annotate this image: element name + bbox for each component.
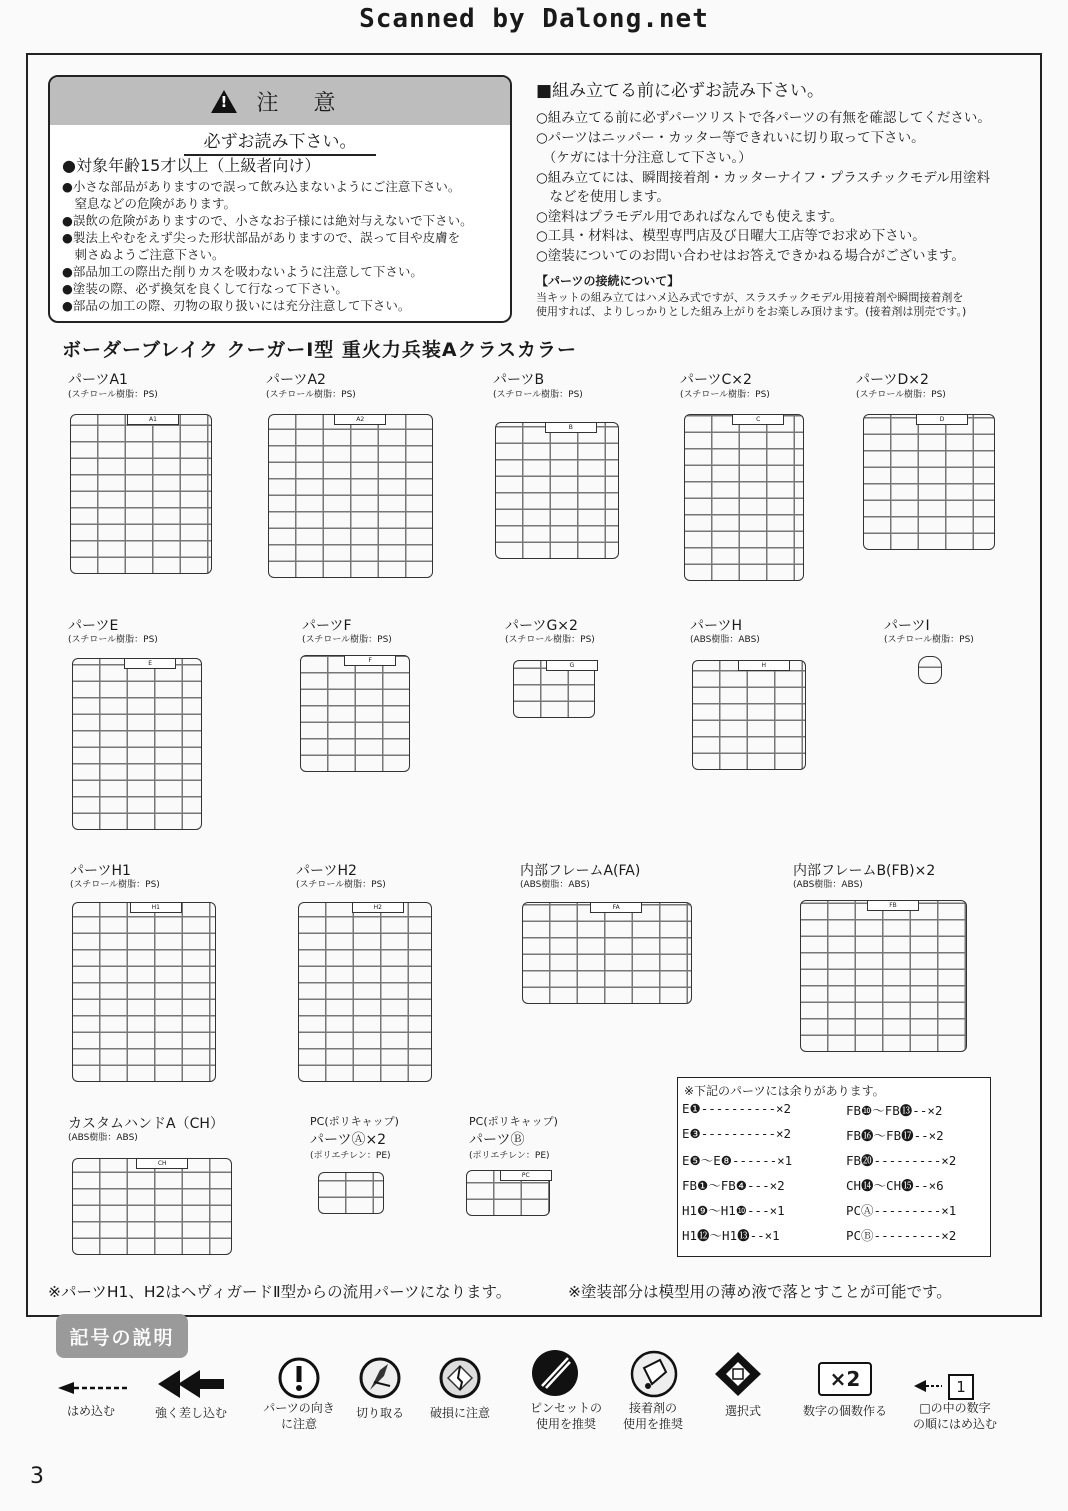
legend-label: ピンセットの 使用を推奨: [529, 1401, 602, 1431]
spare-item: FB❶～FB❹---×2: [682, 1178, 785, 1193]
connection-line: 当キットの組み立てはハメ込み式ですが、スラスチックモデル用接着剤や瞬間接着剤を: [536, 291, 964, 304]
part-label: カスタムハンドA（CH）: [68, 1116, 224, 1132]
part-label: パーツⒷ: [469, 1132, 525, 1148]
part-material: (スチロール樹脂：PS): [884, 635, 974, 645]
sprue-pc-b: [466, 1170, 550, 1216]
sprue-fa: [522, 902, 692, 1004]
part-label: パーツH2: [296, 863, 357, 879]
note-paint: ※塗装部分は模型用の薄め液で落とすことが可能です。: [568, 1283, 952, 1301]
double-arrow-icon: [156, 1364, 226, 1404]
spare-item: E❸----------×2: [682, 1126, 792, 1141]
spare-item: H1❾～H1❿---×1: [682, 1203, 785, 1218]
kit-title: ボーダーブレイク クーガーⅠ型 重火力兵装Aクラスカラー: [62, 339, 578, 361]
before-assembly-item: ○組み立てる前に必ずパーツリストで各パーツの有無を確認してください。: [536, 110, 991, 126]
part-material: (スチロール樹脂：PS): [505, 635, 595, 645]
sprue-tag: H: [738, 660, 790, 671]
tweezers-icon: [530, 1348, 580, 1398]
sprue-tag: D: [916, 414, 968, 425]
spares-box: [677, 1077, 991, 1257]
caution-item: 刺さぬようご注意下さい。: [62, 247, 225, 262]
caution-item: ●誤飲の危険がありますので、小さなお子様には絶対与えないで下さい。: [62, 213, 473, 228]
part-material: (ポリエチレン：PE): [469, 1151, 550, 1161]
caution-item: ●対象年齢15才以上（上級者向け）: [62, 156, 321, 175]
sprue-tag: CH: [136, 1158, 188, 1169]
legend-title: 記号の説明: [56, 1314, 188, 1358]
sprue-tag: A1: [127, 414, 179, 425]
before-assembly-item: ○工具・材料は、模型専門店及び日曜大工店等でお求め下さい。: [536, 228, 926, 244]
part-material: (スチロール樹脂：PS): [493, 390, 583, 400]
legend-label: 破損に注意: [429, 1406, 490, 1420]
part-label: パーツA1: [68, 372, 128, 388]
warning-icon: [211, 90, 237, 113]
part-label-pre: PC(ポリキャップ): [469, 1115, 558, 1128]
part-label: パーツF: [302, 618, 352, 634]
part-material: (ABS樹脂：ABS): [690, 635, 760, 645]
sprue-tag: B: [545, 422, 597, 433]
spare-item: FB⓰～FB⓱--×2: [846, 1128, 944, 1143]
part-material: (スチロール樹脂：PS): [70, 880, 160, 890]
legend-label: 接着剤の 使用を推奨: [622, 1401, 683, 1431]
part-label: 内部フレームA(FA): [520, 863, 641, 879]
part-label: パーツD×2: [856, 372, 929, 388]
part-label: 内部フレームB(FB)×2: [793, 863, 936, 879]
part-material: (ABS樹脂：ABS): [68, 1133, 138, 1143]
caution-title: [50, 77, 510, 125]
part-material: (ポリエチレン：PE): [310, 1151, 391, 1161]
before-assembly-item: などを使用します。: [536, 189, 670, 205]
sprue-h2: [298, 902, 432, 1082]
sprue-h1: [72, 902, 216, 1082]
connection-line: 使用すれば、よりしっかりとした組み上がりをお楽しみ頂けます。(接着剤は別売です。): [536, 305, 967, 318]
before-assembly-item: ○塗装についてのお問い合わせはお答えできかねる場合がございます。: [536, 248, 965, 264]
part-label: パーツA2: [266, 372, 326, 388]
sprue-h: [692, 660, 806, 770]
part-material: (ABS樹脂：ABS): [793, 880, 863, 890]
order-number-box: 1: [948, 1374, 974, 1400]
caution-item: 窒息などの危険があります。: [62, 196, 237, 211]
part-label: パーツⒶ×2: [310, 1132, 387, 1148]
sprue-b: [495, 422, 619, 559]
sprue-fb: [800, 900, 967, 1052]
legend-label: パーツの向き に注意: [263, 1401, 335, 1431]
cut-icon: [358, 1356, 402, 1400]
part-material: (スチロール樹脂：PS): [68, 390, 158, 400]
sprue-pc-a: [318, 1172, 384, 1214]
part-material: (スチロール樹脂：PS): [302, 635, 392, 645]
spare-item: PCⒶ---------×1: [846, 1203, 957, 1218]
sprue-tag: F: [344, 655, 396, 666]
caution-item: ●塗装の際、必ず換気を良くして行なって下さい。: [62, 281, 348, 296]
sprue-tag: A2: [334, 414, 386, 425]
order-arrow-icon: [912, 1376, 942, 1396]
sprue-i: [918, 656, 942, 684]
part-material: (スチロール樹脂：PS): [296, 880, 386, 890]
spare-item: E❶----------×2: [682, 1101, 792, 1116]
part-label: パーツI: [884, 618, 930, 634]
legend-label: □の中の数字 の順にはめ込む: [912, 1401, 997, 1431]
sprue-a1: [70, 414, 212, 574]
sprue-e: [72, 658, 202, 830]
before-assembly-heading: ■組み立てる前に必ずお読み下さい。: [536, 81, 825, 101]
before-assembly-item: （ケガには十分注意して下さい。）: [536, 150, 752, 166]
legend-label: 数字の個数作る: [802, 1404, 887, 1418]
part-label-pre: PC(ポリキャップ): [310, 1115, 399, 1128]
part-label: パーツB: [493, 372, 545, 388]
caution-box: [48, 75, 512, 323]
before-assembly-item: ○塗料はプラモデル用であればなんでも使えます。: [536, 209, 844, 225]
exclamation-circle-icon: [277, 1356, 321, 1400]
legend-label: はめ込む: [66, 1404, 115, 1418]
break-caution-icon: [438, 1356, 482, 1400]
sprue-a2: [268, 414, 433, 578]
note-h1-h2: ※パーツH1、H2はヘヴィガードⅡ型からの流用パーツになります。: [48, 1283, 512, 1301]
page-number: 3: [30, 1464, 44, 1489]
sprue-tag: FA: [590, 902, 642, 913]
part-material: (スチロール樹脂：PS): [68, 635, 158, 645]
spare-item: CH⓮～CH⓯--×6: [846, 1178, 944, 1193]
spare-item: H1⓬～H1⓭--×1: [682, 1228, 780, 1243]
part-material: (スチロール樹脂：PS): [680, 390, 770, 400]
caution-subtitle: 必ずお読み下さい。: [184, 127, 376, 156]
part-label: パーツG×2: [505, 618, 578, 634]
part-material: (ABS樹脂：ABS): [520, 880, 590, 890]
scan-credit: Scanned by Dalong.net: [359, 4, 709, 34]
part-label: パーツH1: [70, 863, 131, 879]
sprue-tag: PC: [500, 1170, 552, 1181]
sprue-c: [684, 414, 804, 581]
connection-heading: 【パーツの接続について】: [536, 274, 680, 288]
glue-icon: [630, 1350, 678, 1398]
sprue-g: [513, 660, 595, 718]
sprue-tag: H1: [130, 902, 182, 913]
multiply-icon: ×2: [818, 1362, 872, 1396]
legend-label: 選択式: [724, 1404, 761, 1418]
legend-label: 強く差し込む: [154, 1406, 227, 1420]
sprue-tag: FB: [867, 900, 919, 911]
part-label: パーツE: [68, 618, 119, 634]
spares-heading: ※下記のパーツには余りがあります。: [684, 1084, 885, 1098]
before-assembly-item: ○パーツはニッパー・カッター等できれいに切り取って下さい。: [536, 130, 925, 146]
spare-item: FB❿～FB⓭--×2: [846, 1103, 943, 1118]
sprue-tag: H2: [352, 902, 404, 913]
part-label: パーツH: [690, 618, 742, 634]
caution-item: ●部品の加工の際、刃物の取り扱いには充分注意して下さい。: [62, 298, 411, 313]
caution-item: ●部品加工の際出た削りカスを吸わないように注意して下さい。: [62, 264, 423, 279]
legend-label: 切り取る: [355, 1406, 404, 1420]
sprue-d: [863, 414, 995, 550]
choice-diamond-icon: [713, 1350, 763, 1398]
arrow-dashed-icon: [56, 1370, 130, 1406]
sprue-f: [300, 655, 410, 772]
spare-item: PCⒷ---------×2: [846, 1228, 957, 1243]
caution-item: ●製法上やむをえず尖った形状部品がありますので、誤って目や皮膚を: [62, 230, 461, 245]
sprue-tag: G: [546, 660, 598, 671]
sprue-tag: C: [732, 414, 784, 425]
part-label: パーツC×2: [680, 372, 752, 388]
sprue-tag: E: [124, 658, 176, 669]
part-material: (スチロール樹脂：PS): [856, 390, 946, 400]
before-assembly-item: ○組み立てには、瞬間接着剤・カッターナイフ・プラスチックモデル用塗料: [536, 170, 991, 186]
caution-title-text: 注 意: [256, 90, 350, 116]
spare-item: FB⓴---------×2: [846, 1153, 957, 1168]
caution-item: ●小さな部品がありますので誤って飲み込まないようにご注意下さい。: [62, 179, 461, 194]
spare-item: E❺～E❽------×1: [682, 1153, 793, 1168]
part-material: (スチロール樹脂：PS): [266, 390, 356, 400]
sprue-ch: [72, 1158, 232, 1255]
